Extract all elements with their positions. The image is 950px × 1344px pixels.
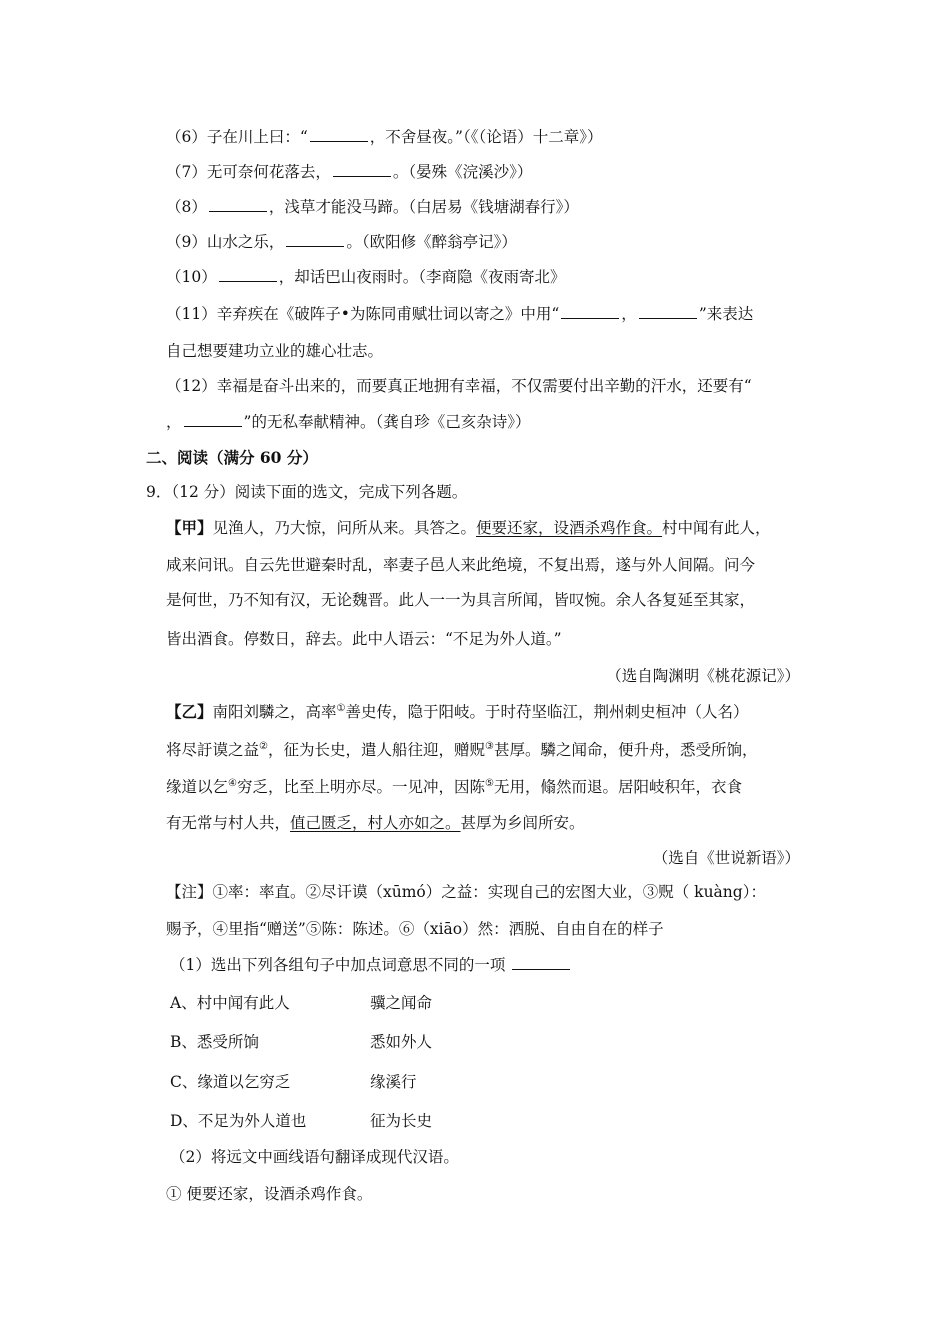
fill-item-text: （7）无可奈何花落去， bbox=[166, 163, 331, 181]
sub-question-2: （2）将远文中画线语句翻译成现代汉语。 bbox=[170, 1148, 459, 1166]
footnote-marker: ⑤ bbox=[485, 777, 494, 789]
passage-text: 善史传，隐于阳岐。于时苻坚临江，荆州刺史桓冲（人名） bbox=[345, 703, 749, 721]
passage-text: 穷乏，比至上明亦尽。一见冲，因陈 bbox=[236, 778, 485, 796]
sub-question-2-1: ① 便要还家，设酒杀鸡作食。 bbox=[166, 1185, 373, 1203]
fill-item-text: ，不舍昼夜。”（《（论语）十二章》） bbox=[369, 128, 603, 146]
answer-blank[interactable] bbox=[310, 127, 368, 142]
passage-text: 有无常与村人共， bbox=[166, 814, 291, 832]
fill-item-9 bbox=[166, 232, 517, 252]
fill-item-text: ， bbox=[621, 305, 637, 323]
passage-jia-source: （选自陶渊明《桃花源记》） bbox=[606, 667, 800, 685]
fill-item-text: ”来表达 bbox=[698, 305, 754, 323]
fill-item-text: ， bbox=[166, 413, 182, 431]
answer-blank[interactable] bbox=[286, 232, 344, 247]
passage-jia-line-3: 是何世，乃不知有汉，无论魏晋。此人一一为具言所闻，皆叹惋。余人各复延至其家， bbox=[166, 591, 756, 609]
fill-item-text: （10） bbox=[166, 268, 217, 286]
fill-item-text: （6）子在川上曰：“ bbox=[166, 128, 308, 146]
answer-blank[interactable] bbox=[333, 162, 391, 177]
passage-text: 甚厚。驎之闻命，便升舟，悉受所饷， bbox=[493, 741, 758, 759]
option-c-right: 缘溪行 bbox=[370, 1073, 417, 1091]
passage-text: 村中闻有此人， bbox=[662, 519, 771, 537]
passage-text: ，征为长史，遣人船往迎，赠贶 bbox=[267, 741, 485, 759]
answer-blank[interactable] bbox=[512, 955, 570, 970]
passage-text: 南阳刘驎之，高率 bbox=[212, 703, 337, 721]
underlined-sentence: 便要还家，设酒杀鸡作食。 bbox=[476, 519, 663, 537]
answer-blank[interactable] bbox=[209, 197, 267, 212]
fill-item-text: ”的无私奉献精神。（龚自珍《己亥杂诗》） bbox=[243, 413, 531, 431]
option-a-right: 骥之闻命 bbox=[370, 994, 433, 1012]
passage-jia-line-4: 皆出酒食。停数日，辞去。此中人语云：“不足为外人道。” bbox=[166, 630, 562, 648]
fill-item-text: 。（晏殊《浣溪沙》） bbox=[392, 163, 533, 181]
passage-text: 见渔人，乃大惊，问所从来。具答之。 bbox=[212, 519, 477, 537]
answer-blank[interactable] bbox=[184, 412, 242, 427]
passage-jia-line-2: 咸来问讯。自云先世避秦时乱，率妻子邑人来此绝境，不复出焉，遂与外人间隔。问今 bbox=[166, 556, 756, 574]
fill-item-10 bbox=[166, 267, 566, 287]
question-9-header: 9．（12 分）阅读下面的选文，完成下列各题。 bbox=[146, 483, 468, 501]
answer-blank[interactable] bbox=[219, 267, 277, 282]
fill-item-11 bbox=[166, 304, 753, 324]
notes-line-1: 【注】①率：率直。②尽讦谟（xūmó）之益：实现自己的宏图大业，③贶（ kuàng）： bbox=[166, 883, 766, 901]
passage-text: 甚厚为乡闾所安。 bbox=[460, 814, 585, 832]
fill-item-text: 。（欧阳修《醉翁亭记》） bbox=[346, 233, 517, 251]
fill-item-11-cont: 自己想要建功立业的雄心壮志。 bbox=[166, 342, 384, 360]
sub-question-text: （1）选出下列各组句子中加点词意思不同的一项 bbox=[170, 956, 506, 974]
option-d-left: D、不足为外人道也 bbox=[170, 1112, 307, 1130]
passage-jia-line-1 bbox=[166, 518, 771, 538]
fill-item-text: （11）辛弃疾在《破阵子•为陈同甫赋壮词以寄之》中用“ bbox=[166, 305, 560, 323]
footnote-marker: ① bbox=[336, 702, 346, 714]
option-b-left: B、悉受所饷 bbox=[170, 1033, 259, 1051]
passage-text: 缘道以乞 bbox=[166, 778, 229, 796]
passage-label: 【乙】 bbox=[166, 702, 213, 721]
fill-item-text: （9）山水之乐， bbox=[166, 233, 285, 251]
option-d-right: 征为长史 bbox=[370, 1112, 433, 1130]
fill-item-text: ，却话巴山夜雨时。（李商隐《夜雨寄北》 bbox=[278, 268, 566, 286]
fill-item-text: ，浅草才能没马蹄。（白居易《钱塘湖春行》） bbox=[268, 198, 579, 216]
passage-yi-line-3 bbox=[166, 777, 742, 797]
passage-label: 【甲】 bbox=[166, 518, 213, 537]
passage-text: 无用，翛然而退。居阳岐积年，衣食 bbox=[493, 778, 742, 796]
footnote-marker: ② bbox=[259, 740, 268, 752]
passage-yi-line-2 bbox=[166, 740, 757, 760]
sub-question-1 bbox=[170, 955, 572, 975]
footnote-marker: ④ bbox=[228, 777, 237, 789]
fill-item-7 bbox=[166, 162, 532, 182]
footnote-marker: ③ bbox=[485, 740, 494, 752]
passage-yi-source: （选自《世说新语》） bbox=[652, 849, 800, 867]
option-b-right: 悉如外人 bbox=[370, 1033, 433, 1051]
fill-item-text: （8） bbox=[166, 198, 207, 216]
section-title: 二、阅读（满分 60 分） bbox=[146, 448, 318, 467]
passage-yi-line-4 bbox=[166, 813, 585, 833]
option-a-left: A、村中闻有此人 bbox=[170, 994, 290, 1012]
fill-item-6 bbox=[166, 127, 602, 147]
answer-blank[interactable] bbox=[639, 304, 697, 319]
fill-item-8 bbox=[166, 197, 579, 217]
option-c-left: C、缘道以乞穷乏 bbox=[170, 1073, 291, 1091]
fill-item-12: （12）幸福是奋斗出来的，而要真正地拥有幸福，不仅需要付出辛勤的汗水，还要有“ bbox=[166, 377, 752, 395]
fill-item-12-cont bbox=[166, 412, 530, 432]
underlined-sentence: 值己匮乏，村人亦如之。 bbox=[290, 814, 461, 832]
answer-blank[interactable] bbox=[561, 304, 619, 319]
passage-text: 将尽訏谟之益 bbox=[166, 741, 260, 759]
notes-line-2: 赐予，④里指“赠送”⑤陈：陈述。⑥（xiāo）然：洒脱、自由自在的样子 bbox=[166, 920, 664, 938]
passage-yi-line-1 bbox=[166, 702, 749, 722]
